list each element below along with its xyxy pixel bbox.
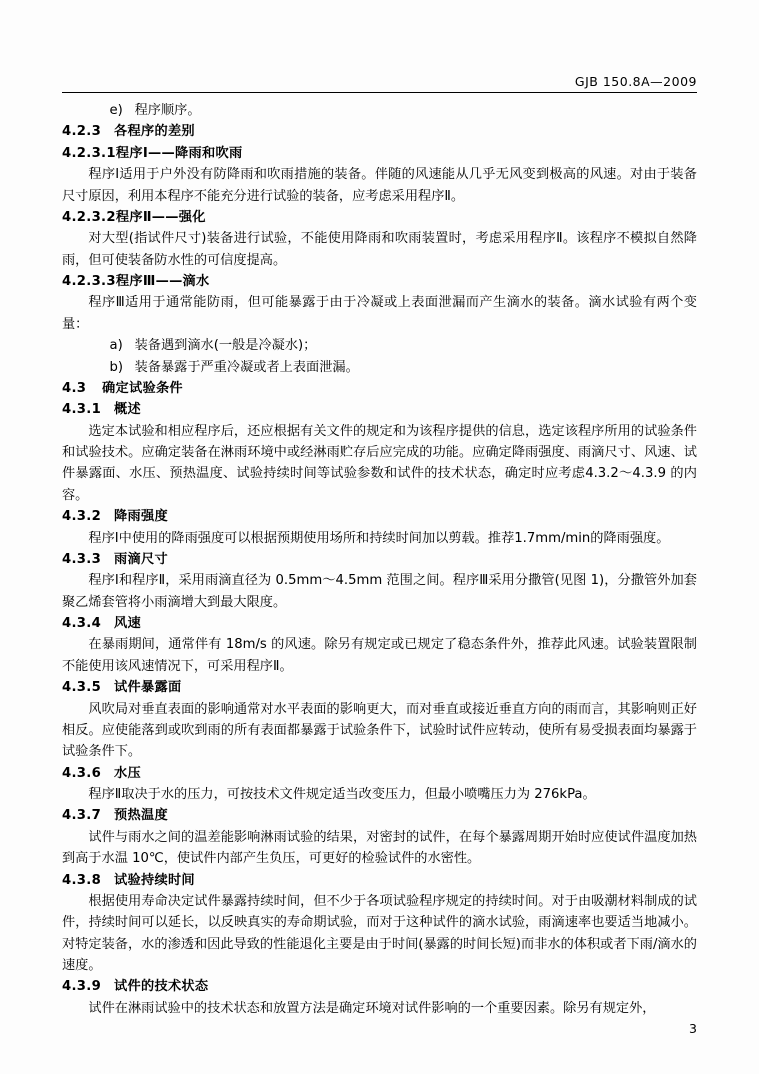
document-body xyxy=(62,100,697,1019)
body-paragraph: 根据使用寿命决定试件暴露持续时间，但不少于各项试验程序规定的持续时间。对于由吸潮材料制成的试件，持续时间可以延长，以反映真实的寿命期试验，而对于这种试件的滴水试验，雨滴速率也要适当地减小。对特定装备，水的渗透和因此导致的性能退化主要是由于时间(暴露的时间长短)而非水的体积或者下雨/滴水的速度。 xyxy=(62,893,697,973)
section-heading xyxy=(62,805,697,826)
section-number: 4.3.1 xyxy=(62,402,102,418)
section-heading xyxy=(62,378,697,399)
section-heading xyxy=(62,207,697,228)
list-item xyxy=(62,335,697,356)
body-paragraph: 程序Ⅰ和程序Ⅱ，采用雨滴直径为 0.5mm～4.5mm 范围之间。程序Ⅲ采用分撒管(见图 1)，分撒管外加套聚乙烯套管将小雨滴增大到最大限度。 xyxy=(62,573,697,610)
section-title: 程序Ⅲ——滴水 xyxy=(115,274,210,289)
section-heading xyxy=(62,121,697,142)
section-number: 4.3.6 xyxy=(62,765,102,781)
section-number: 4.3.3 xyxy=(62,551,102,567)
section-title: 各程序的差别 xyxy=(114,124,195,140)
section-title: 风速 xyxy=(114,616,141,631)
section-number: 4.3.8 xyxy=(62,872,102,888)
section-heading xyxy=(62,506,697,527)
section-title: 试件的技术状态 xyxy=(114,979,209,995)
body-paragraph: 程序Ⅲ适用于通常能防雨，但可能暴露于由于冷凝或上表面泄漏而产生滴水的装备。滴水试验有两个变量： xyxy=(62,295,697,332)
list-item-text: 程序顺序。 xyxy=(134,103,201,118)
body-paragraph: 试件在淋雨试验中的技术状态和放置方法是确定环境对试件影响的一个重要因素。除另有规定外， xyxy=(88,1000,656,1016)
section-heading xyxy=(62,677,697,698)
section-number: 4.3.5 xyxy=(62,680,102,696)
section-number: 4.3.2 xyxy=(62,509,102,525)
section-title: 试验持续时间 xyxy=(114,872,195,888)
list-item-text: 装备遇到滴水(一般是冷凝水)； xyxy=(134,338,317,354)
body-paragraph: 程序Ⅰ适用于户外没有防降雨和吹雨措施的装备。伴随的风速能从几乎无风变到极高的风速。对由于装备尺寸原因，利用本程序不能充分进行试验的装备，应考虑采用程序Ⅱ。 xyxy=(62,167,697,204)
section-heading xyxy=(62,549,697,570)
list-item-marker: e) xyxy=(109,103,123,118)
section-heading xyxy=(62,870,697,891)
body-paragraph: 在暴雨期间，通常伴有 18m/s 的风速。除另有规定或已规定了稳态条件外，推荐此风速。试验装置限制不能使用该风速情况下，可采用程序Ⅱ。 xyxy=(62,637,697,674)
section-number: 4.2.3.1 xyxy=(62,145,116,161)
section-title: 程序Ⅱ——强化 xyxy=(115,209,206,225)
section-title: 预热温度 xyxy=(114,808,168,824)
list-item xyxy=(62,357,697,378)
list-item-marker: b) xyxy=(109,359,124,375)
header-divider-rule xyxy=(62,92,697,93)
section-heading xyxy=(62,399,697,420)
section-number: 4.2.3 xyxy=(62,124,102,140)
section-number: 4.3.4 xyxy=(62,616,102,631)
section-number: 4.3 xyxy=(62,380,87,396)
section-number: 4.3.9 xyxy=(62,979,102,995)
section-title: 雨滴尺寸 xyxy=(114,551,168,567)
section-heading xyxy=(62,613,697,634)
list-item xyxy=(62,100,697,121)
section-title: 概述 xyxy=(114,402,141,418)
section-heading xyxy=(62,976,697,997)
page-number: 3 xyxy=(689,1021,697,1036)
body-paragraph: 试件与雨水之间的温差能影响淋雨试验的结果，对密封的试件，在每个暴露周期开始时应使试件温度加热到高于水温 10℃，使试件内部产生负压，可更好的检验试件的水密性。 xyxy=(62,829,697,867)
body-paragraph: 风吹局对垂直表面的影响通常对水平表面的影响更大，而对垂直或接近垂直方向的雨而言，其影响则正好相反。应使能落到或吹到雨的所有表面都暴露于试验条件下，试验时试件应转动，使所有易受损表面均暴露于试验条件下。 xyxy=(62,701,697,760)
section-title: 试件暴露面 xyxy=(114,680,182,696)
section-title: 水压 xyxy=(114,765,141,781)
section-heading xyxy=(62,271,697,292)
page-header-standard-code: GJB 150.8A—2009 xyxy=(574,74,697,89)
section-heading xyxy=(62,763,697,784)
section-title: 确定试验条件 xyxy=(102,380,183,396)
section-title: 降雨强度 xyxy=(114,509,168,525)
section-number: 4.3.7 xyxy=(62,808,102,824)
body-paragraph: 对大型(指试件尺寸)装备进行试验，不能使用降雨和吹雨装置时，考虑采用程序Ⅱ。该程序不模拟自然降雨，但可使装备防水性的可信度提高。 xyxy=(62,231,697,268)
section-number: 4.2.3.2 xyxy=(62,209,116,225)
list-item-text: 装备暴露于严重冷凝或者上表面泄漏。 xyxy=(134,359,359,375)
section-number: 4.2.3.3 xyxy=(62,274,116,289)
section-title: 程序Ⅰ——降雨和吹雨 xyxy=(115,145,243,161)
list-item-marker: a) xyxy=(109,338,123,354)
body-paragraph: 程序Ⅱ取决于水的压力，可按技术文件规定适当改变压力，但最小喷嘴压力为 276kPa。 xyxy=(88,787,596,802)
body-paragraph: 选定本试验和相应程序后，还应根据有关文件的规定和为该程序提供的信息，选定该程序所用的试验条件和试验技术。应确定装备在淋雨环境中或经淋雨贮存后应完成的功能。应确定降雨强度、雨滴尺寸、风速、试件暴露面、水压、预热温度、试验持续时间等试验参数和试件的技术状态，确定时应考虑4.3.2～4.3.9 的内容。 xyxy=(62,423,697,503)
body-paragraph: 程序Ⅰ中使用的降雨强度可以根据预期使用场所和持续时间加以剪载。推荐1.7mm/min的降雨强度。 xyxy=(88,530,670,546)
section-heading xyxy=(62,143,697,164)
